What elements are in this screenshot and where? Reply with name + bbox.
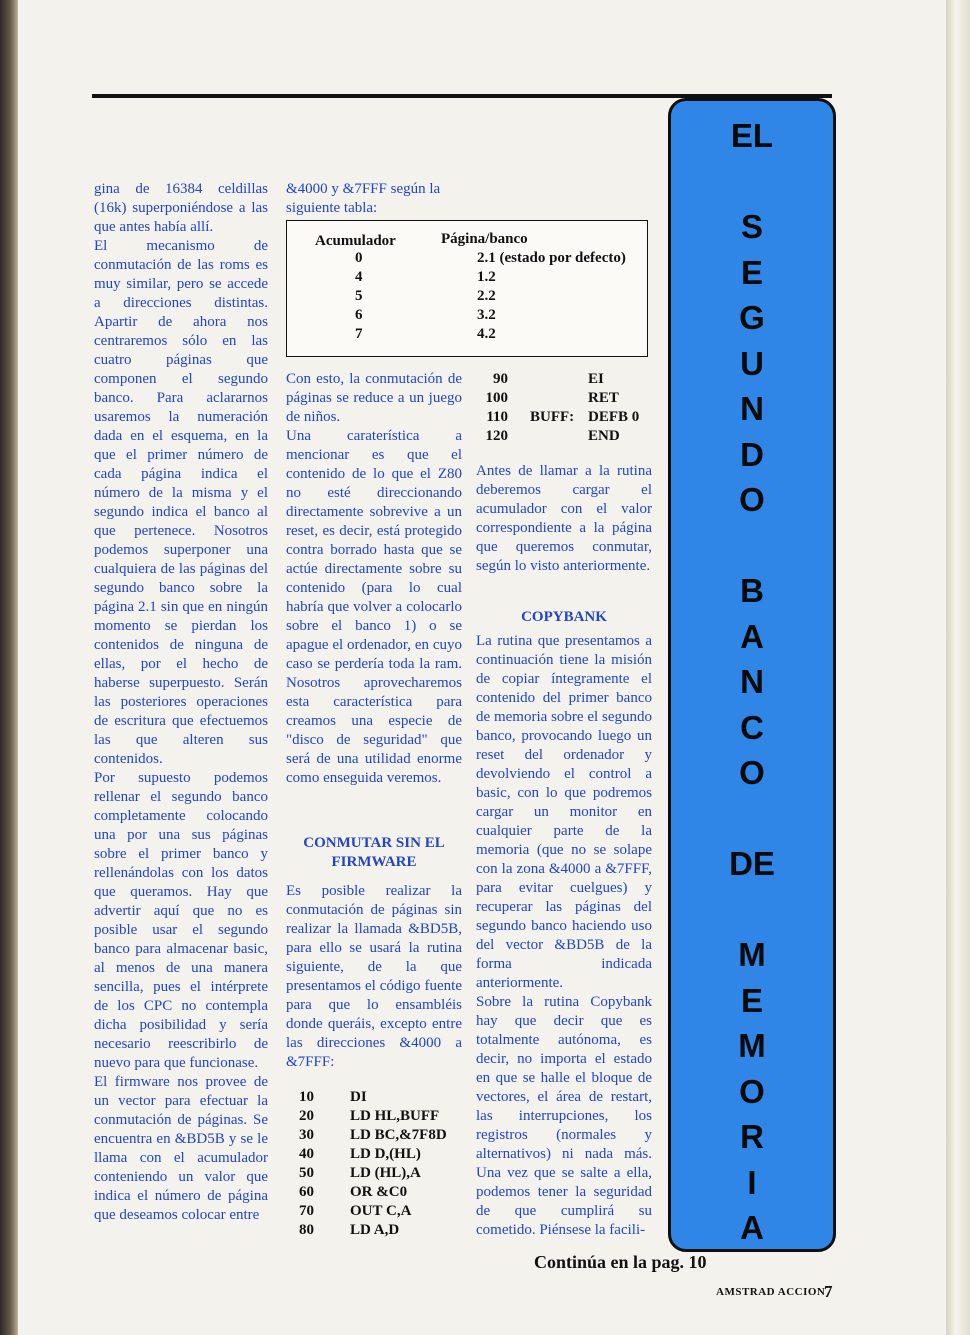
table-header-pagina: Página/banco xyxy=(441,231,528,247)
title-letter: O xyxy=(739,481,765,518)
paragraph: gina de 16384 celdillas (16k) superponiéndose a las que antes había allí. xyxy=(94,181,268,235)
instruction: LD (HL),A xyxy=(350,1165,421,1181)
table-row xyxy=(287,269,647,288)
instruction: OUT C,A xyxy=(350,1203,412,1219)
table-cell: 5 xyxy=(355,288,363,304)
code-line xyxy=(284,1088,464,1107)
table-cell: 6 xyxy=(355,307,363,323)
line-number: 70 xyxy=(299,1203,314,1219)
label: BUFF: xyxy=(530,409,575,425)
title-letter: M xyxy=(738,936,766,973)
title-word: DE xyxy=(729,845,775,882)
title-letter: E xyxy=(740,253,763,291)
code-line xyxy=(478,427,658,446)
instruction: DI xyxy=(350,1089,367,1105)
table-cell: 7 xyxy=(355,326,363,342)
line-number: 10 xyxy=(299,1089,314,1105)
table-cell: 4.2 xyxy=(477,326,496,342)
code-line xyxy=(284,1202,464,1221)
column-3a xyxy=(476,462,652,576)
paragraph: Sobre la rutina Copybank hay que decir que es totalmente autónoma, es decir, no importa el estado en que se halle el bloque de vectores, el área de restart, las interrupciones, los registros (normales y alternativos) ni nada más. Una vez que se salte a ella, podemos tener la seguridad de que cumplirá su cometido. Piénsese la facili- xyxy=(476,994,652,1238)
column-1 xyxy=(94,180,268,1225)
line-number: 110 xyxy=(486,409,508,425)
instruction: RET xyxy=(588,390,619,406)
title-letter: A xyxy=(740,1209,764,1246)
title-letter: M xyxy=(738,1027,766,1064)
column-2b xyxy=(286,882,462,1072)
title-letter: R xyxy=(740,1118,764,1155)
column-2-intro xyxy=(286,180,462,218)
title-letter: S xyxy=(740,208,763,245)
instruction: LD BC,&7F8D xyxy=(350,1127,447,1143)
instruction: LD D,(HL) xyxy=(350,1146,421,1162)
instruction: LD A,D xyxy=(350,1222,400,1238)
code-line xyxy=(284,1126,464,1145)
table-cell: 3.2 xyxy=(477,307,496,323)
paragraph: Antes de llamar a la rutina deberemos cargar el acumulador con el valor correspondiente a la página que queremos conmutar, según lo visto anteriormente. xyxy=(476,463,652,574)
paragraph: El mecanismo de conmutación de las roms es muy similar, pero se accede a direcciones distintas. Apartir de ahora nos centraremos sólo en las cuatro páginas que componen el segundo banco. Para aclararnos usaremos la numeración dada en el esquema, en la que el primer número de cada página indica el número de la misma y el segundo indica el banco al que pertenece. Nosotros podemos superponer una cualquiera de las páginas del segundo banco sobre la página 2.1 sin que en ningún momento se pierdan los contenidos de ninguna de ellas, por el hecho de haberse superpuesto. Serán las posteriores operaciones de escritura que efectuemos las que alteren sus contenidos. xyxy=(94,238,268,767)
title-letter: O xyxy=(739,1072,765,1110)
line-number: 60 xyxy=(299,1184,314,1200)
continued-note: Continúa en la pag. 10 xyxy=(534,1252,707,1272)
table-cell: 0 xyxy=(355,250,363,266)
table-row xyxy=(287,250,647,269)
code-line xyxy=(284,1183,464,1202)
page-spine xyxy=(0,0,18,1335)
paragraph: Es posible realizar la conmutación de páginas sin realizar la llamada &BD5B, para ello se usará la rutina siguiente, de la que presentamos el código fuente para que lo ensambléis donde queráis, excepto entre las direcciones &4000 a &7FFF: xyxy=(286,883,462,1070)
heading-copybank: COPYBANK xyxy=(521,609,607,625)
code-line xyxy=(284,1164,464,1183)
paragraph: &4000 y &7FFF según la siguiente tabla: xyxy=(286,181,441,216)
column-2 xyxy=(286,370,462,788)
line-number: 50 xyxy=(299,1165,314,1181)
line-number: 80 xyxy=(299,1222,314,1238)
title-letter: G xyxy=(739,299,765,336)
title-letter: I xyxy=(747,1163,757,1201)
title-letter: E xyxy=(740,981,763,1019)
table-cell: 4 xyxy=(355,269,363,285)
table-cell: 2.2 xyxy=(477,288,496,304)
code-listing-2 xyxy=(478,370,658,450)
page-bank-table xyxy=(286,220,648,357)
title-letter: O xyxy=(739,754,765,791)
paragraph: Una caraterística a mencionar es que el contenido de lo que el Z80 no esté direccionando directamente sobrevive a un reset, es decir, está protegido contra borrado hasta que se actúe directamente sobre su contenido (para lo cual habría que volver a colocarlo sobre el banco 1) o se apague el ordenador, en cuyo caso se perdería toda la ram. Nosotros aprovecharemos esta característica para creamos una especie de "disco de seguridad" que será de una utilidad enorme como enseguida veremos. xyxy=(286,428,462,786)
table-row xyxy=(287,326,647,345)
instruction: LD HL,BUFF xyxy=(350,1108,440,1124)
column-3b xyxy=(476,632,652,1240)
title-letter: U xyxy=(740,344,764,382)
title-sidebar xyxy=(668,98,836,1252)
code-line xyxy=(284,1145,464,1164)
code-line xyxy=(478,408,658,427)
code-line xyxy=(478,370,658,389)
paragraph: Por supuesto podemos rellenar el segundo banco completamente colocando una por una sus páginas sobre el primer banco y rellenándolas con los datos que queramos. Hay que advertir aquí que no es posible usar el segundo banco para almacenar basic, al menos de una manera sencilla, pues el intérprete de los CPC no contempla dicha posibilidad y sería necesario reescribirlo de nuevo para que funcionase. xyxy=(94,770,268,1071)
code-line xyxy=(284,1107,464,1126)
table-row xyxy=(287,288,647,307)
paragraph: Con esto, la conmutación de páginas se reduce a un juego de niños. xyxy=(286,371,462,425)
line-number: 30 xyxy=(299,1127,314,1143)
title-letter: B xyxy=(740,572,764,609)
line-number: 90 xyxy=(493,371,508,387)
line-number: 20 xyxy=(299,1108,314,1124)
instruction: EI xyxy=(588,371,604,387)
magazine-name: AMSTRAD ACCION xyxy=(716,1286,826,1298)
table-header-acumulador: Acumulador xyxy=(315,233,396,249)
paragraph: La rutina que presentamos a continuación tiene la misión de copiar íntegramente el contenido del primer banco de memoria sobre el segundo banco, provocando luego un reset del ordenador y devolviendo el control a basic, con lo que podremos cargar un monitor en cualquier parte de la memoria (que no se solape con la zona &4000 a &7FFF, para evitar cuelgues) y recuperar las páginas del segundo banco haciendo uso del vector &BD5B de la forma indicada anteriormente. xyxy=(476,633,652,991)
instruction: END xyxy=(588,428,620,444)
code-listing-1 xyxy=(284,1088,464,1248)
heading-conmutar: CONMUTAR SIN EL FIRMWARE xyxy=(303,835,445,870)
title-letter: D xyxy=(740,435,764,473)
table-row xyxy=(287,307,647,326)
page-number: 7 xyxy=(824,1282,833,1301)
line-number: 100 xyxy=(485,390,508,406)
title-letter: C xyxy=(740,708,764,746)
table-cell: 1.2 xyxy=(477,269,496,285)
title-letter: N xyxy=(740,390,764,427)
title-letter: N xyxy=(740,663,764,700)
title-word: EL xyxy=(730,117,774,154)
line-number: 120 xyxy=(485,428,508,444)
line-number: 40 xyxy=(299,1146,314,1162)
paragraph: El firmware nos provee de un vector para efectuar la conmutación de páginas. Se encuentra en &BD5B y se le llama con el acumulador conteniendo un valor que indica el número de página que deseamos colocar entre xyxy=(94,1074,268,1223)
instruction: DEFB 0 xyxy=(588,409,640,425)
page-edge xyxy=(946,0,970,1335)
instruction: OR &C0 xyxy=(350,1184,408,1200)
table-cell: 2.1 (estado por defecto) xyxy=(477,250,626,266)
code-line xyxy=(478,389,658,408)
title-letter: A xyxy=(740,617,764,655)
code-line xyxy=(284,1221,464,1240)
